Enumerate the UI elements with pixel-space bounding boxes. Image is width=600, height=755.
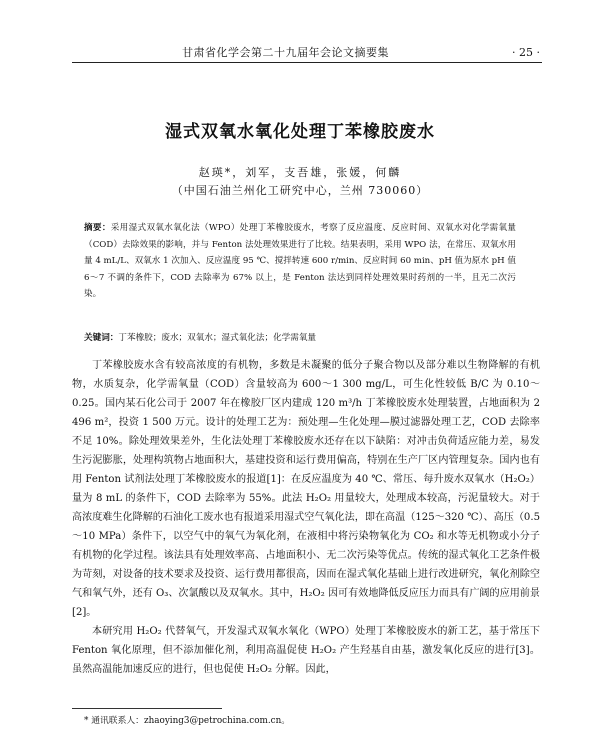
abstract-text: 采用湿式双氧水氧化法（WPO）处理丁苯橡胶废水，考察了反应温度、反应时间、双氧水对化学需氧量（COD）去除效果的影响，并与 Fenton 法处理效果进行了比较。结果表明，采用 WPO 法，在常压、双氧水用量 4 mL/L、双氧水 1 次加入、反应温度 95 ℃、搅拌转速 600 r/min、反应时间 60 min、pH 值为原水 pH 值 6～7 不调的条件下，COD 去除率为 67% 以上，是 Fenton 法达到同样处理效果时药剂的一半，且无二次污染。 — [84, 223, 516, 299]
body-paragraph-1: 丁苯橡胶废水含有较高浓度的有机物，多数是未凝聚的低分子聚合物以及部分难以生物降解的有机物，水质复杂，化学需氧量（COD）含量较高为 600～1 300 mg/L，可生化性较低 B/C 为 0.10～0.25。国内某石化公司于 2007 年在橡胶厂区内建成 120 m³/h 丁苯橡胶废水处理装置，占地面积为 2 496 m²，投资 1 500 万元。设计的处理工艺为：预处理—生化处理—膜过滤器处理工艺，COD 去除率不足 10%。除处理效果差外，生化法处理丁苯橡胶废水还存在以下缺陷：对冲击负荷适应能力差，易发生污泥膨胀，处理构筑物占地面积大，基建投资和运行费用偏高，特别在生产厂区内管理复杂。国内也有用 Fenton 试剂法处理丁苯橡胶废水的报道[1]：在反应温度为 40 ℃、常压、每升废水双氧水（H₂O₂）量为 8 mL 的条件下，COD 去除率为 55%。此法 H₂O₂ 用量较大，处理成本较高，污泥量较大。对于高浓度难生化降解的石油化工废水也有报道采用湿式空气氧化法，即在高温（125～320 ℃）、高压（0.5～10 MPa）条件下，以空气中的氧气为氧化剂，在液相中将污染物氧化为 CO₂ 和水等无机物或小分子有机物的化学过程。该法具有处理效率高、占地面积小、无二次污染等优点。传统的湿式氧化工艺条件极为苛刻，对设备的技术要求及投资、运行费用都很高，因而在湿式氧化基础上进行改进研究，氧化剂除空气和氧气外，还有 O₃、次氯酸以及双氧水。其中，H₂O₂ 因可有效地降低反应压力而具有广阔的应用前景[2]。 — [72, 360, 540, 618]
body-text — [72, 356, 540, 679]
paper-title: 湿式双氧水氧化处理丁苯橡胶废水 — [165, 122, 435, 142]
page-number: · 25 · — [512, 46, 540, 59]
keywords-label: 关键词： — [84, 333, 119, 343]
abstract-label: 摘要： — [84, 223, 111, 233]
authors: 赵瑛*，刘军，支吾雄，张媛，何麟 — [198, 166, 402, 179]
footnote: * 通讯联系人：zhaoying3@petrochina.com.cn。 — [84, 716, 291, 726]
journal-name: 甘肃省化学会第二十九届年会论文摘要集 — [182, 46, 389, 59]
header-rule — [72, 62, 542, 63]
abstract — [84, 220, 516, 303]
keywords — [84, 330, 516, 346]
running-header — [72, 44, 540, 62]
keywords-text: 丁苯橡胶；废水；双氧水；湿式氧化法；化学需氧量 — [118, 333, 317, 343]
footnote-rule — [72, 708, 222, 709]
affiliation: （中国石油兰州化工研究中心，兰州 730060） — [171, 184, 429, 197]
body-paragraph-2: 本研究用 H₂O₂ 代替氧气，开发湿式双氧水氧化（WPO）处理丁苯橡胶废水的新工艺，基于常压下 Fenton 氧化原理，但不添加催化剂，利用高温促使 H₂O₂ 产生羟基自由基，激发氧化反应的进行[3]。虽然高温能加速反应的进行，但也促使 H₂O₂ 分解。因此， — [72, 626, 540, 675]
